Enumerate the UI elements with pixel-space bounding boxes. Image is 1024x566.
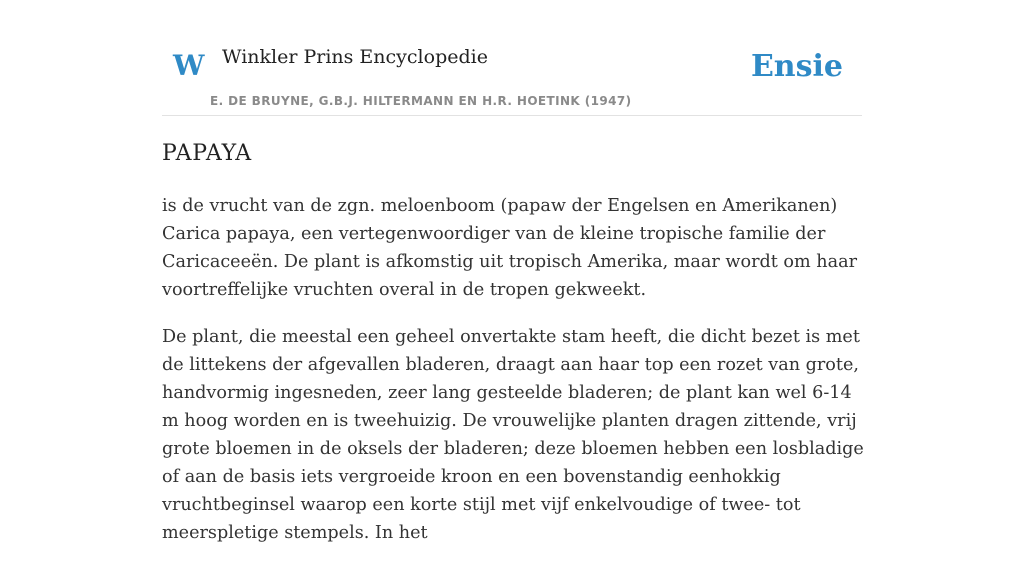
header [162,0,862,116]
ensie-logo-link[interactable]: Ensie [750,49,843,84]
article-paragraph-2: De plant, die meestal een geheel onvertakte stam heeft, die dicht bezet is met de littekens der afgevallen bladeren, draagt aan haar top een rozet van grote, handvormig ingesneden, zeer lang gesteelde bladeren; de plant kan wel 6-14 m hoog worden en is tweehuizig. De vrouwelijke planten dragen zittende, vrij grote bloemen in de oksels der bladeren; deze bloemen hebben een losbladige of aan de basis iets vergroeide kroon en een bovenstandig eenhokkig vruchtbeginsel waarop een korte stijl met vijf enkelvoudige of twee- tot meerspletige stempels. In het [162,327,864,543]
article-body [162,192,866,566]
article-paragraph-1: is de vrucht van de zgn. meloenboom (papaw der Engelsen en Amerikanen) Carica papaya, een vertegenwoordiger van de kleine tropische familie der Caricaceeën. De plant is afkomstig uit tropisch Amerika, maar wordt om haar voortreffelijke vruchten overal in de tropen gekweekt. [162,196,857,300]
book-title[interactable]: Winkler Prins Encyclopedie [222,46,488,68]
book-authors: E. DE BRUYNE, G.B.J. HILTERMANN EN H.R. HOETINK (1947) [210,94,632,108]
article-title: PAPAYA [162,141,252,166]
winkler-prins-logo-icon[interactable]: W [173,49,205,82]
